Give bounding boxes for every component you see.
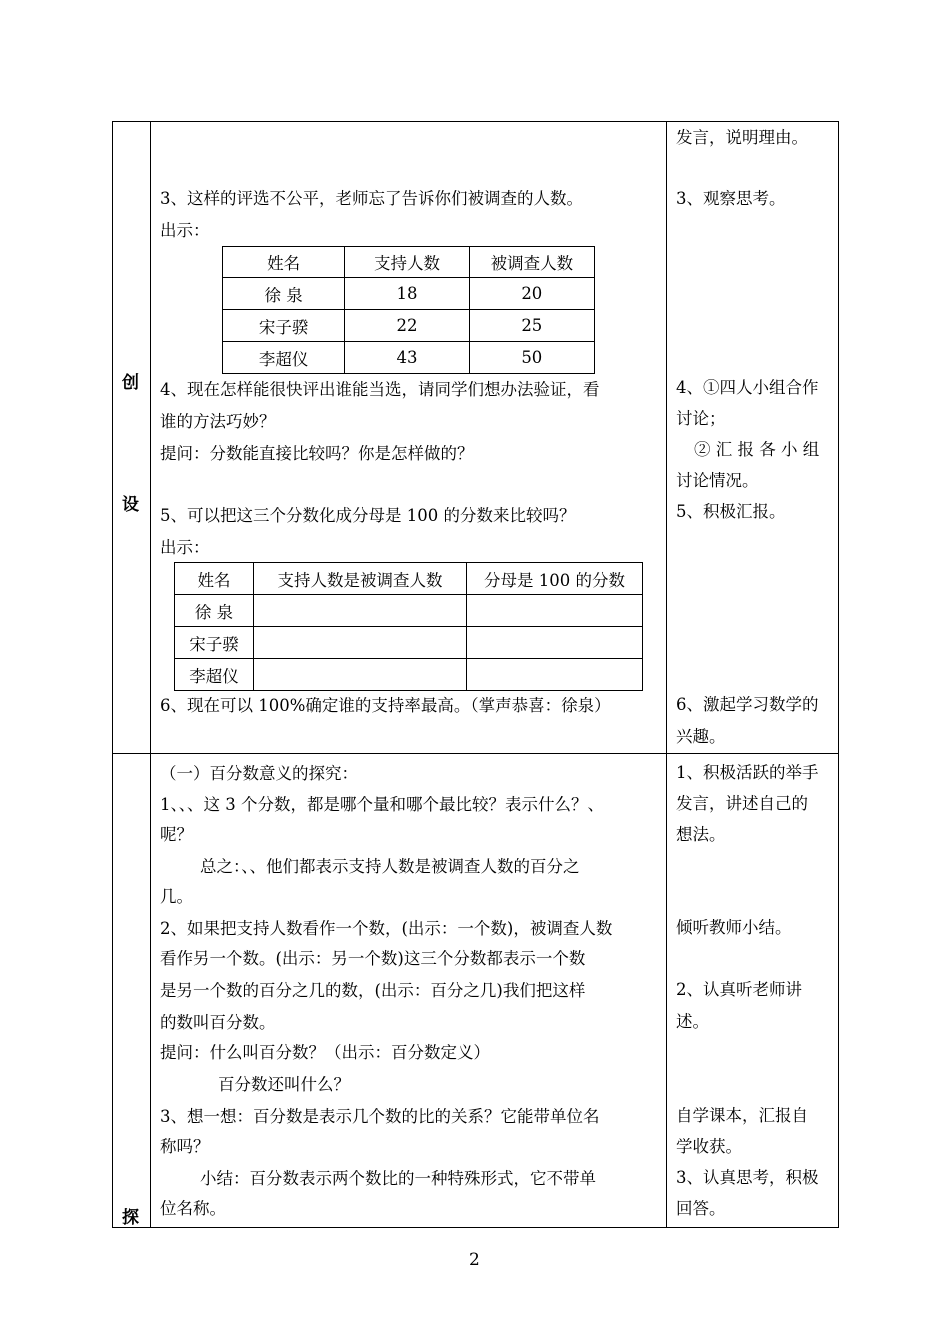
bottom-right-line: 2、认真听老师讲: [676, 980, 802, 999]
bottom-left-line: 百分数还叫什么？: [218, 1075, 350, 1094]
bottom-left-line: 提问：什么叫百分数？（出示：百分数定义）: [160, 1043, 490, 1062]
bottom-left-line: 2、如果把支持人数看作一个数，(出示：一个数)，被调查人数: [160, 919, 613, 938]
top-right-line: 4、①四人小组合作: [676, 378, 819, 397]
top-right-line: 发言，说明理由。: [676, 128, 808, 147]
table-header-hundred-fraction: 分母是 100 的分数: [467, 563, 643, 595]
top-right-line: ② 汇 报 各 小 组: [694, 440, 820, 459]
bottom-left-line: 称吗？: [160, 1137, 210, 1156]
bottom-left-line: 3、想一想：百分数是表示几个数的比的关系？它能带单位名: [160, 1107, 600, 1126]
bottom-left-line: 呢？: [160, 825, 193, 844]
outer-border-right: [838, 121, 839, 1228]
section-label-she: 设: [122, 495, 139, 515]
table-row: [175, 595, 643, 627]
table-row: [175, 627, 643, 659]
table-header-ratio: 支持人数是被调查人数: [254, 563, 467, 595]
column-divider-2: [666, 121, 667, 1228]
outer-border-left: [112, 121, 113, 1228]
table-row: [175, 659, 643, 691]
item-4-line-2: 谁的方法巧妙？: [160, 412, 276, 431]
bottom-right-line: 学收获。: [676, 1137, 742, 1156]
table-cell: [254, 659, 467, 691]
table-cell: 宋子骙: [175, 627, 254, 659]
table-row: [223, 278, 595, 310]
table-cell: [254, 595, 467, 627]
top-right-line: 兴趣。: [676, 727, 726, 746]
table-cell: 18: [345, 278, 469, 310]
show-label-1: 出示：: [160, 221, 210, 240]
fraction-table: [174, 562, 643, 691]
item-4-line-1: 4、现在怎样能很快评出谁能当选，请同学们想办法验证，看: [160, 380, 600, 399]
table-cell: 徐 泉: [175, 595, 254, 627]
table-cell: 43: [345, 342, 469, 374]
bottom-right-line: 想法。: [676, 825, 726, 844]
bottom-left-line: 位名称。: [160, 1199, 226, 1218]
bottom-right-line: 1、积极活跃的举手: [676, 763, 819, 782]
bottom-left-line: 总之：、、他们都表示支持人数是被调查人数的百分之: [200, 857, 580, 876]
bottom-left-line: 是另一个数的百分之几的数，(出示：百分之几)我们把这样: [160, 981, 586, 1000]
table-header-name: 姓名: [223, 247, 345, 278]
bottom-right-line: 述。: [676, 1012, 709, 1031]
bottom-right-line: 发言，讲述自己的: [676, 794, 808, 813]
table-header-support: 支持人数: [345, 247, 469, 278]
bottom-left-line: 1、、、这 3 个分数，都是哪个量和哪个最比较？表示什么？、: [160, 795, 604, 814]
bottom-left-line: 几。: [160, 887, 193, 906]
table-header-name: 姓名: [175, 563, 254, 595]
section-label-tan: 探: [122, 1208, 139, 1228]
page-number: 2: [469, 1250, 480, 1270]
table-row: [223, 342, 595, 374]
bottom-left-line: （一）百分数意义的探究：: [160, 764, 358, 783]
table-cell: 李超仪: [175, 659, 254, 691]
table-cell: 李超仪: [223, 342, 345, 374]
column-divider-1: [150, 121, 151, 1228]
question-1: 提问：分数能直接比较吗？你是怎样做的？: [160, 444, 474, 463]
table-cell: 宋子骙: [223, 310, 345, 342]
table-cell: 20: [469, 278, 594, 310]
item-3-text: 3、这样的评选不公平，老师忘了告诉你们被调查的人数。: [160, 189, 583, 208]
bottom-right-line: 倾听教师小结。: [676, 918, 792, 937]
item-5-text: 5、可以把这三个分数化成分母是 100 的分数来比较吗？: [160, 506, 576, 525]
table-cell: [467, 595, 643, 627]
table-cell: 50: [469, 342, 594, 374]
show-label-2: 出示：: [160, 538, 210, 557]
row-divider: [112, 753, 839, 754]
table-header-surveyed: 被调查人数: [469, 247, 594, 278]
bottom-left-line: 小结：百分数表示两个数比的一种特殊形式，它不带单: [200, 1169, 596, 1188]
bottom-left-line: 的数叫百分数。: [160, 1013, 276, 1032]
top-right-line: 讨论；: [676, 409, 726, 428]
table-cell: [254, 627, 467, 659]
top-right-line: 讨论情况。: [676, 471, 759, 490]
table-cell: 25: [469, 310, 594, 342]
table-cell: 22: [345, 310, 469, 342]
bottom-right-line: 自学课本，汇报自: [676, 1106, 808, 1125]
bottom-right-line: 回答。: [676, 1199, 726, 1218]
outer-border-bottom: [112, 1227, 839, 1228]
section-label-chuang: 创: [122, 373, 139, 393]
table-row: [223, 310, 595, 342]
top-right-line: 3、观察思考。: [676, 189, 786, 208]
bottom-left-line: 看作另一个数。(出示：另一个数)这三个分数都表示一个数: [160, 949, 586, 968]
votes-table: [222, 246, 595, 374]
top-right-line: 6、激起学习数学的: [676, 695, 819, 714]
bottom-right-line: 3、认真思考，积极: [676, 1168, 819, 1187]
outer-border-top: [112, 121, 839, 122]
item-6-text: 6、现在可以 100%确定谁的支持率最高。（掌声恭喜：徐泉）: [160, 696, 611, 715]
table-cell: 徐 泉: [223, 278, 345, 310]
table-cell: [467, 627, 643, 659]
top-right-line: 5、积极汇报。: [676, 502, 786, 521]
table-cell: [467, 659, 643, 691]
